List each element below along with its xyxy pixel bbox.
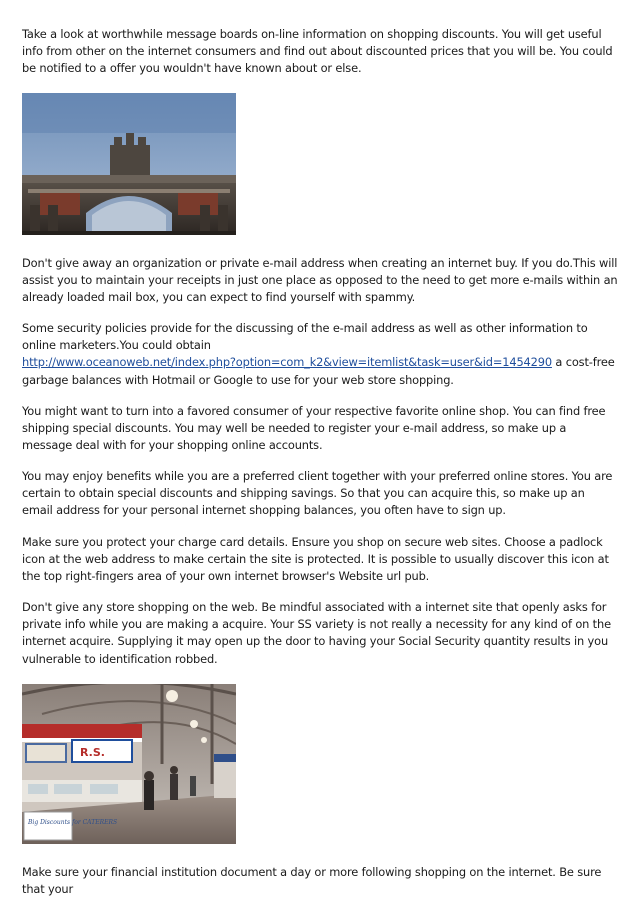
paragraph-1: Take a look at worthwhile message boards on-line information on shopping discounts. You will get useful info from other on the internet consumers and find out about discounted prices that you will be. You could be notified to a offer you wouldn't have known about or else.	[22, 27, 613, 76]
paragraph-3-text-after: a cost-free garbage balances with Hotmail or Google to use for your web store shopping.	[22, 355, 615, 387]
caterers-board-text: Big Discounts for CATERERS	[28, 819, 118, 826]
paragraph-6: Make sure you protect your charge card details. Ensure you shop on secure web sites. Choose a padlock icon at the web address to make certain the site is protected. It is possible to usually discover this icon at the top right-fingers area of your own internet browser's Website url pub.	[22, 535, 609, 584]
paragraph-5: You may enjoy benefits while you are a preferred client together with your preferred online stores. You are certain to obtain special discounts and shipping savings. So that you can acquire this, so make up an email address for your personal internet shopping balances, you often have to sign up.	[22, 469, 613, 518]
paragraph-4: You might want to turn into a favored consumer of your respective favorite online shop. You can find free shipping special discounts. You may well be needed to register your e-mail address, so make up a message deal with for your shopping online accounts.	[22, 404, 606, 453]
user-profile-link[interactable]: http://www.oceanoweb.net/index.php?option=com_k2&view=itemlist&task=user&id=1454290	[22, 355, 552, 370]
paragraph-8: Make sure your financial institution document a day or more following shopping on the internet. Be sure that your	[22, 865, 602, 897]
photo-market-hall	[22, 684, 236, 844]
paragraph-3-text-before: Some security policies provide for the discussing of the e-mail address as well as other information to online marketers.You could obtain	[22, 321, 588, 353]
photo-archway-gate	[22, 93, 236, 235]
stall-sign-text: R.S.	[80, 746, 105, 759]
paragraph-2: Don't give away an organization or private e-mail address when creating an internet buy. If you do.This will assist you to maintain your receipts in just one place as opposed to the need to get more e-mails within an already loaded mail box, you can expect to find yourself with spammy.	[22, 256, 618, 305]
paragraph-3	[22, 320, 618, 389]
paragraph-7: Don't give any store shopping on the web. Be mindful associated with a internet site that openly asks for private info while you are making a acquire. Your SS variety is not really a necessity for any kind of on the internet acquire. Supplying it may open up the door to having your Social Security quantity results in you vulnerable to identification robbed.	[22, 600, 611, 666]
